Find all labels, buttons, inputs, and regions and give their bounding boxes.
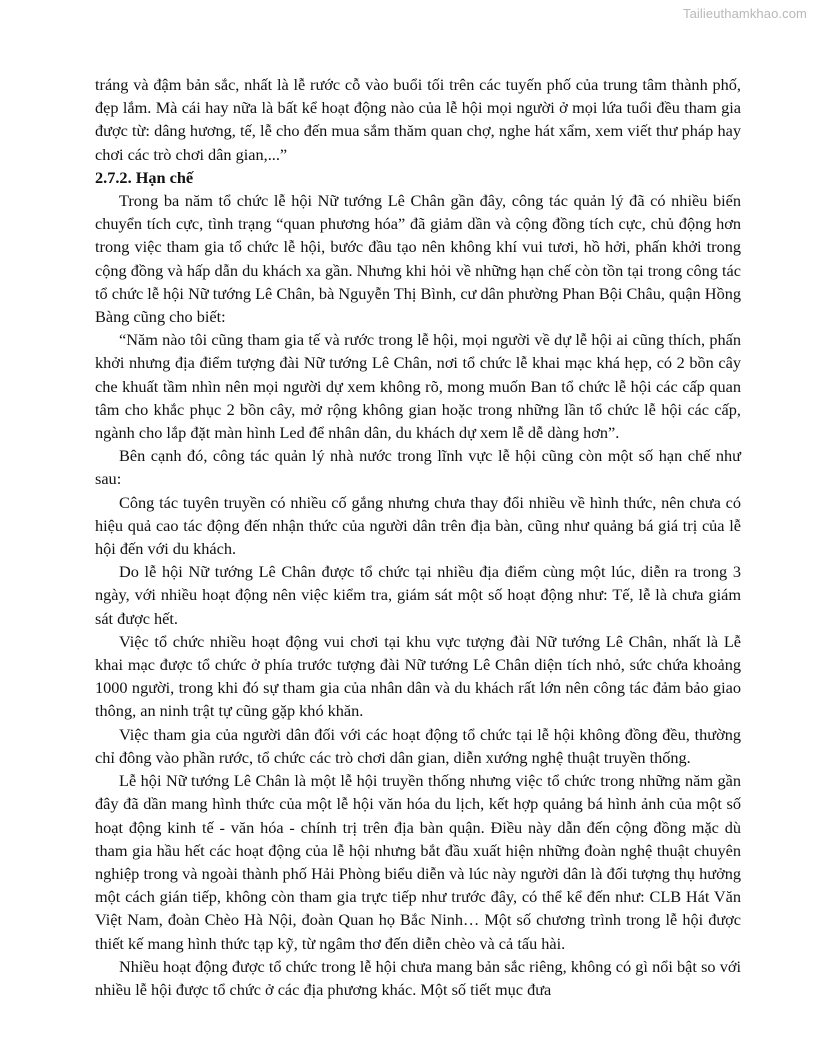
document-body — [95, 73, 741, 1001]
paragraph: Việc tham gia của người dân đối với các hoạt động tổ chức tại lễ hội không đồng đều, thường chỉ đông vào phần rước, tổ chức các trò chơi dân gian, diễn xướng nghệ thuật truyền thống. — [95, 724, 741, 767]
paragraph: Do lễ hội Nữ tướng Lê Chân được tổ chức tại nhiều địa điểm cùng một lúc, diễn ra trong 3 ngày, với nhiều hoạt động nên việc kiểm tra, giám sát một số hoạt động như: Tế, lễ là chưa giám sát được hết. — [95, 562, 741, 628]
paragraph-quote: “Năm nào tôi cũng tham gia tế và rước trong lễ hội, mọi người về dự lễ hội ai cũng thích, phấn khởi nhưng địa điểm tượng đài Nữ tướng Lê Chân, nơi tổ chức lễ khai mạc khá hẹp, có 2 bồn cây che khuất tầm nhìn nên mọi người dự xem không rõ, mong muốn Ban tổ chức lễ hội các cấp quan tâm cho khắc phục 2 bồn cây, mở rộng không gian hoặc trong những lần tổ chức lễ hội các cấp, ngành cho lắp đặt màn hình Led để nhân dân, du khách dự xem lễ dễ dàng hơn”. — [95, 330, 741, 443]
section-heading: 2.7.2. Hạn chế — [95, 167, 194, 187]
paragraph: Lễ hội Nữ tướng Lê Chân là một lễ hội truyền thống nhưng việc tổ chức trong những năm gần đây đã dần mang hình thức của một lễ hội văn hóa du lịch, kết hợp quảng bá hình ảnh của một số hoạt động kinh tế - văn hóa - chính trị trên địa bàn quận. Điều này dẫn đến cộng đồng mặc dù tham gia hầu hết các hoạt động của lễ hội nhưng bắt đầu xuất hiện những đoàn nghệ thuật chuyên nghiệp trong và ngoài thành phố Hải Phòng biểu diễn và lúc này người dân là đối tượng thụ hưởng một cách gián tiếp, không còn tham gia trực tiếp như trước đây, có thể kể đến như: CLB Hát Văn Việt Nam, đoàn Chèo Hà Nội, đoàn Quan họ Bắc Ninh… Một số chương trình trong lễ hội được thiết kế mang hình thức tạp kỹ, từ ngâm thơ đến diễn chèo và cả tấu hài. — [95, 771, 741, 953]
watermark: Tailieuthamkhao.com — [682, 6, 807, 21]
paragraph: Nhiều hoạt động được tổ chức trong lễ hội chưa mang bản sắc riêng, không có gì nổi bật so với nhiều lễ hội được tổ chức ở các địa phương khác. Một số tiết mục đưa — [95, 956, 741, 999]
paragraph: Trong ba năm tổ chức lễ hội Nữ tướng Lê Chân gần đây, công tác quản lý đã có nhiều biến chuyển tích cực, tình trạng “quan phương hóa” đã giảm dần và cộng đồng tích cực, chủ động hơn trong việc tham gia tổ chức lễ hội, bước đầu tạo nên không khí vui tươi, hồ hởi, phấn khởi trong cộng đồng và hấp dẫn du khách xa gần. Nhưng khi hỏi về những hạn chế còn tồn tại trong công tác tổ chức lễ hội Nữ tướng Lê Chân, bà Nguyễn Thị Bình, cư dân phường Phan Bội Châu, quận Hồng Bàng cũng cho biết: — [95, 191, 741, 327]
paragraph: Công tác tuyên truyền có nhiều cố gắng nhưng chưa thay đổi nhiều về hình thức, nên chưa có hiệu quả cao tác động đến nhận thức của người dân trên địa bàn, cũng như quảng bá giá trị của lễ hội đến với du khách. — [95, 492, 741, 559]
paragraph: Việc tổ chức nhiều hoạt động vui chơi tại khu vực tượng đài Nữ tướng Lê Chân, nhất là Lễ khai mạc được tổ chức ở phía trước tượng đài Nữ tướng Lê Chân diện tích nhỏ, sức chứa khoảng 1000 người, trong khi đó sự tham gia của nhân dân và du khách rất lớn nên công tác đảm bảo giao thông, an ninh trật tự cũng gặp khó khăn. — [95, 631, 741, 721]
paragraph-continuation: tráng và đậm bản sắc, nhất là lễ rước cỗ vào buổi tối trên các tuyến phố của trung tâm thành phố, đẹp lắm. Mà cái hay nữa là bất kể hoạt động nào của lễ hội mọi người ở mọi lứa tuổi đều tham gia được từ: dâng hương, tế, lễ cho đến mua sắm thăm quan chợ, nghe hát xẩm, xem viết thư pháp hay chơi các trò chơi dân gian,...” — [95, 75, 741, 164]
paragraph: Bên cạnh đó, công tác quản lý nhà nước trong lĩnh vực lễ hội cũng còn một số hạn chế như sau: — [95, 446, 741, 489]
